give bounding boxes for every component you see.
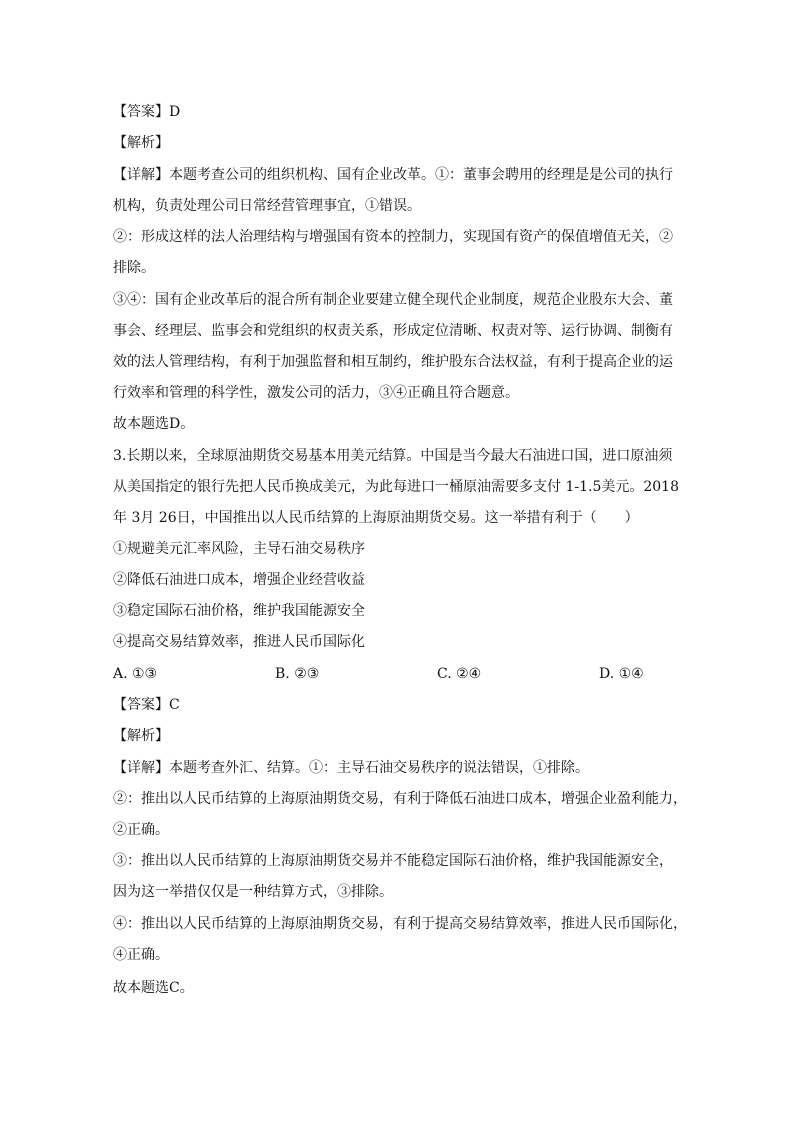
question-stem-line: 3.长期以来，全球原油期货交易基本用美元结算。中国是当今最大石油进口国，进口原油须 (113, 448, 673, 464)
conclusion-1: 故本题选D。 (113, 416, 195, 432)
analysis-label-1: 【解析】 (113, 135, 169, 151)
detail-line: 【详解】本题考查外汇、结算。①：主导石油交易秩序的说法错误，①排除。 (113, 760, 589, 776)
detail-line: 事会、经理层、监事会和党组织的权责关系，形成定位清晰、权责对等、运行协调、制衡有 (113, 323, 673, 339)
detail-line: ④正确。 (113, 947, 169, 963)
detail-line: ②：推出以人民币结算的上海原油期货交易，有利于降低石油进口成本，增强企业盈利能力， (113, 791, 687, 807)
option-d: D. ①④ (599, 666, 644, 682)
detail-line: 机构，负责处理公司日常经营管理事宜，①错误。 (113, 198, 421, 214)
question-statement: ②降低石油进口成本，增强企业经营收益 (113, 572, 365, 588)
question-statement: ①规避美元汇率风险，主导石油交易秩序 (113, 541, 365, 557)
answer-label-1: 【答案】D (113, 104, 181, 120)
detail-line: 效的法人管理结构，有利于加强监督和相互制约，维护股东合法权益，有利于提高企业的运 (113, 354, 673, 370)
analysis-label-2: 【解析】 (113, 728, 169, 744)
question-statement: ③稳定国际石油价格，维护我国能源安全 (113, 603, 365, 619)
question-statement: ④提高交易结算效率，推进人民币国际化 (113, 634, 365, 650)
detail-line: ③：推出以人民币结算的上海原油期货交易并不能稳定国际石油价格，维护我国能源安全， (113, 853, 673, 869)
option-c: C. ②④ (437, 666, 482, 682)
detail-line: ②正确。 (113, 822, 169, 838)
detail-line: 因为这一举措仅仅是一种结算方式，③排除。 (113, 884, 393, 900)
option-a: A. ①③ (113, 666, 158, 682)
detail-line: ③④：国有企业改革后的混合所有制企业要建立健全现代企业制度，规范企业股东大会、董 (113, 292, 673, 308)
detail-line: 排除。 (113, 260, 155, 276)
detail-line: 【详解】本题考查公司的组织机构、国有企业改革。①：董事会聘用的经理是是公司的执行 (113, 167, 673, 183)
answer-label-2: 【答案】C (113, 697, 180, 713)
question-stem-line: 从美国指定的银行先把人民币换成美元，为此每进口一桶原油需要多支付 1-1.5美元。2018 (113, 479, 679, 495)
question-stem-line: 年 3月 26日，中国推出以人民币结算的上海原油期货交易。这一举措有利于（ ） (113, 510, 639, 526)
detail-line: ④：推出以人民币结算的上海原油期货交易，有利于提高交易结算效率，推进人民币国际化， (113, 916, 687, 932)
conclusion-2: 故本题选C。 (113, 980, 194, 996)
detail-line: 行效率和管理的科学性，激发公司的活力，③④正确且符合题意。 (113, 385, 519, 401)
detail-line: ②：形成这样的法人治理结构与增强国有资本的控制力，实现国有资产的保值增值无关，② (113, 229, 673, 245)
option-b: B. ②③ (275, 666, 320, 682)
